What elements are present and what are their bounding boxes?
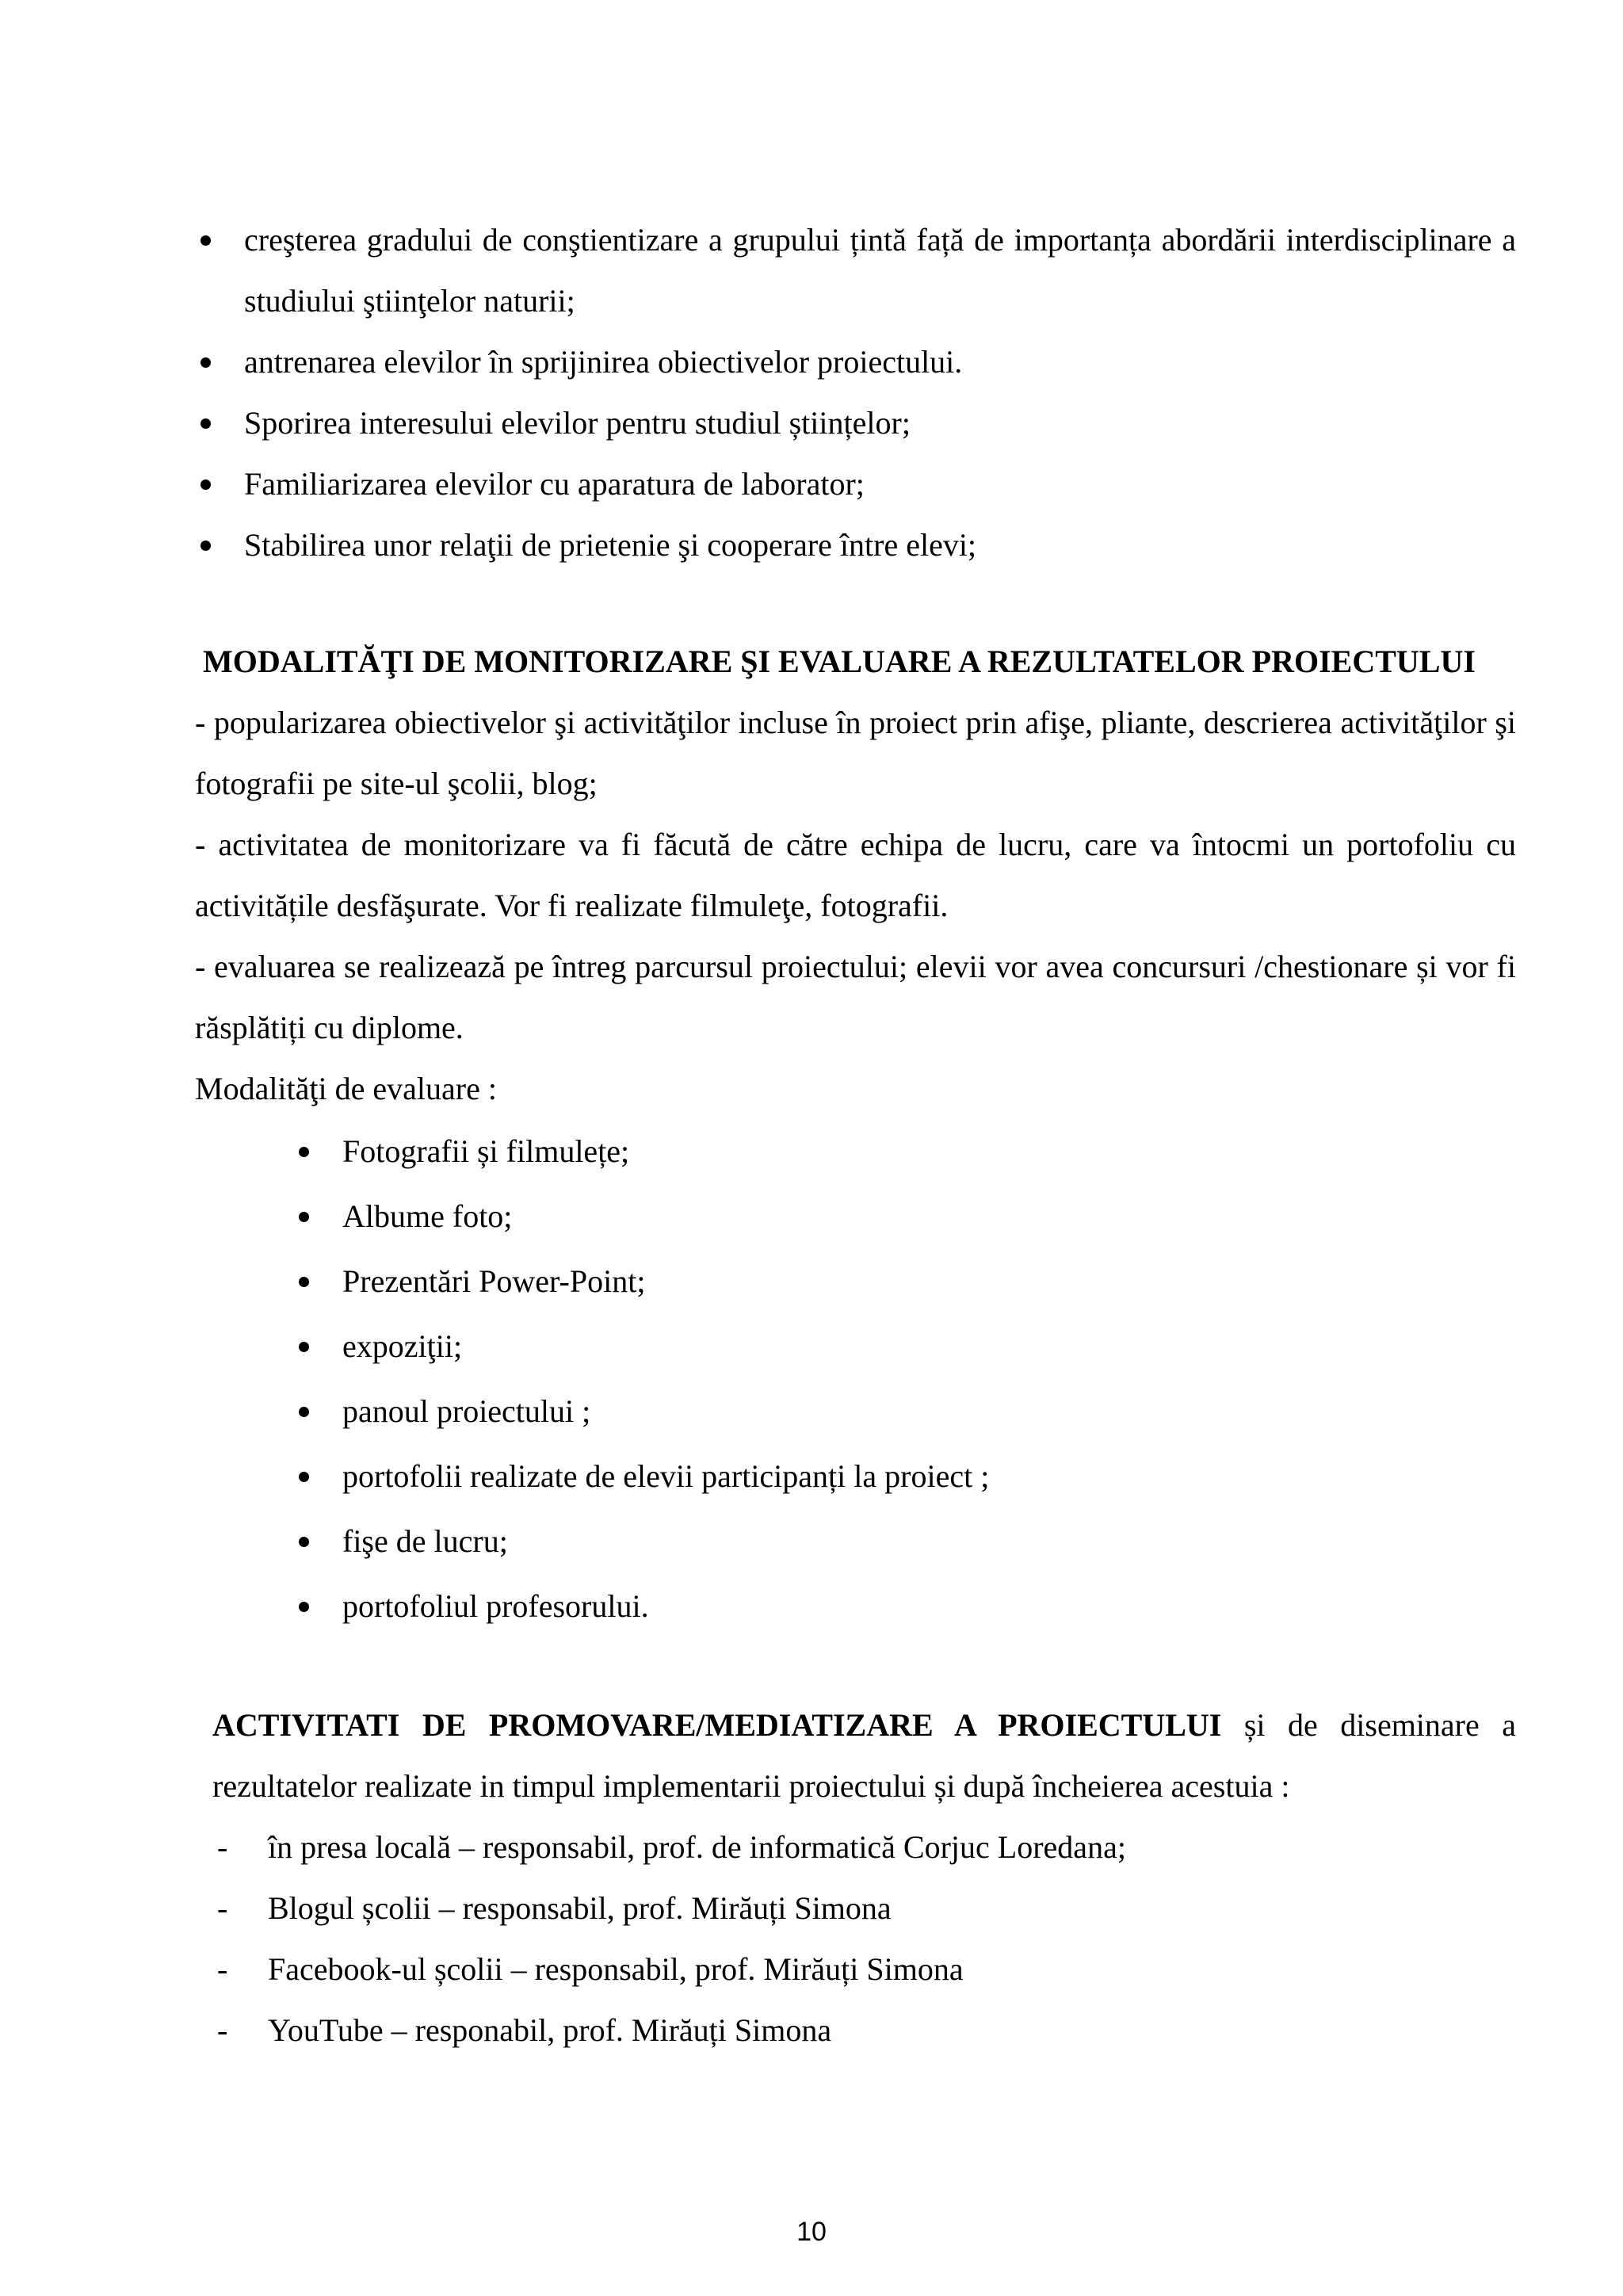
page-number: 10 <box>796 2217 827 2247</box>
list-item: portofolii realizate de elevii participanți la proiect ; <box>293 1444 1516 1509</box>
objectives-list <box>195 209 1516 575</box>
list-item: fişe de lucru; <box>293 1509 1516 1574</box>
list-item: Albume foto; <box>293 1184 1516 1249</box>
promotion-list <box>195 1817 1516 2061</box>
list-item: Familiarizarea elevilor cu aparatura de laborator; <box>195 453 1516 514</box>
promotion-heading <box>195 1694 1516 1817</box>
list-item: panoul proiectului ; <box>293 1379 1516 1444</box>
list-item: Prezentări Power-Point; <box>293 1249 1516 1314</box>
list-item: antrenarea elevilor în sprijinirea obiectivelor proiectului. <box>195 331 1516 392</box>
monitoring-heading: MODALITĂŢI DE MONITORIZARE ŞI EVALUARE A REZULTATELOR PROIECTULUI <box>203 644 1476 679</box>
list-item: - în presa locală – responsabil, prof. de informatică Corjuc Loredana; <box>195 1817 1516 1878</box>
list-item: - Facebook-ul școlii – responsabil, prof. Mirăuți Simona <box>195 1939 1516 2000</box>
page-content <box>195 209 1516 2061</box>
list-item: portofoliul profesorului. <box>293 1574 1516 1639</box>
list-item: creşterea gradului de conştientizare a grupului țintă față de importanța abordării interdisciplinare a studiului ştiinţelor naturii; <box>195 209 1516 331</box>
monitoring-paragraph: - evaluarea se realizează pe întreg parcursul proiectului; elevii vor avea concursuri /chestionare și vor fi răsplătiți cu diplome. <box>195 949 1516 1045</box>
list-item: expoziţii; <box>293 1314 1516 1379</box>
list-item: - YouTube – responabil, prof. Mirăuți Simona <box>195 2000 1516 2061</box>
list-item: Sporirea interesului elevilor pentru studiul științelor; <box>195 392 1516 453</box>
list-item: Fotografii și filmulețe; <box>293 1119 1516 1184</box>
promotion-heading-bold: ACTIVITATI DE PROMOVARE/MEDIATIZARE A PROIECTULUI <box>212 1707 1222 1743</box>
evaluation-label: Modalităţi de evaluare : <box>195 1071 497 1106</box>
evaluation-list <box>293 1119 1516 1639</box>
list-item: - Blogul școlii – responsabil, prof. Mirăuți Simona <box>195 1878 1516 1939</box>
promotion-heading-rest: și de diseminare a rezultatelor realizate in timpul implementarii proiectului și după încheierea acestuia : <box>212 1707 1516 1804</box>
list-item: Stabilirea unor relaţii de prietenie şi cooperare între elevi; <box>195 514 1516 575</box>
monitoring-paragraph: - activitatea de monitorizare va fi făcută de către echipa de lucru, care va întocmi un portofoliu cu activitățile desfăşurate. Vor fi realizate filmuleţe, fotografii. <box>195 827 1516 923</box>
monitoring-paragraph: - popularizarea obiectivelor şi activităţilor incluse în proiect prin afişe, pliante, descrierea activităţilor şi fotografii pe site-ul şcolii, blog; <box>195 705 1516 801</box>
